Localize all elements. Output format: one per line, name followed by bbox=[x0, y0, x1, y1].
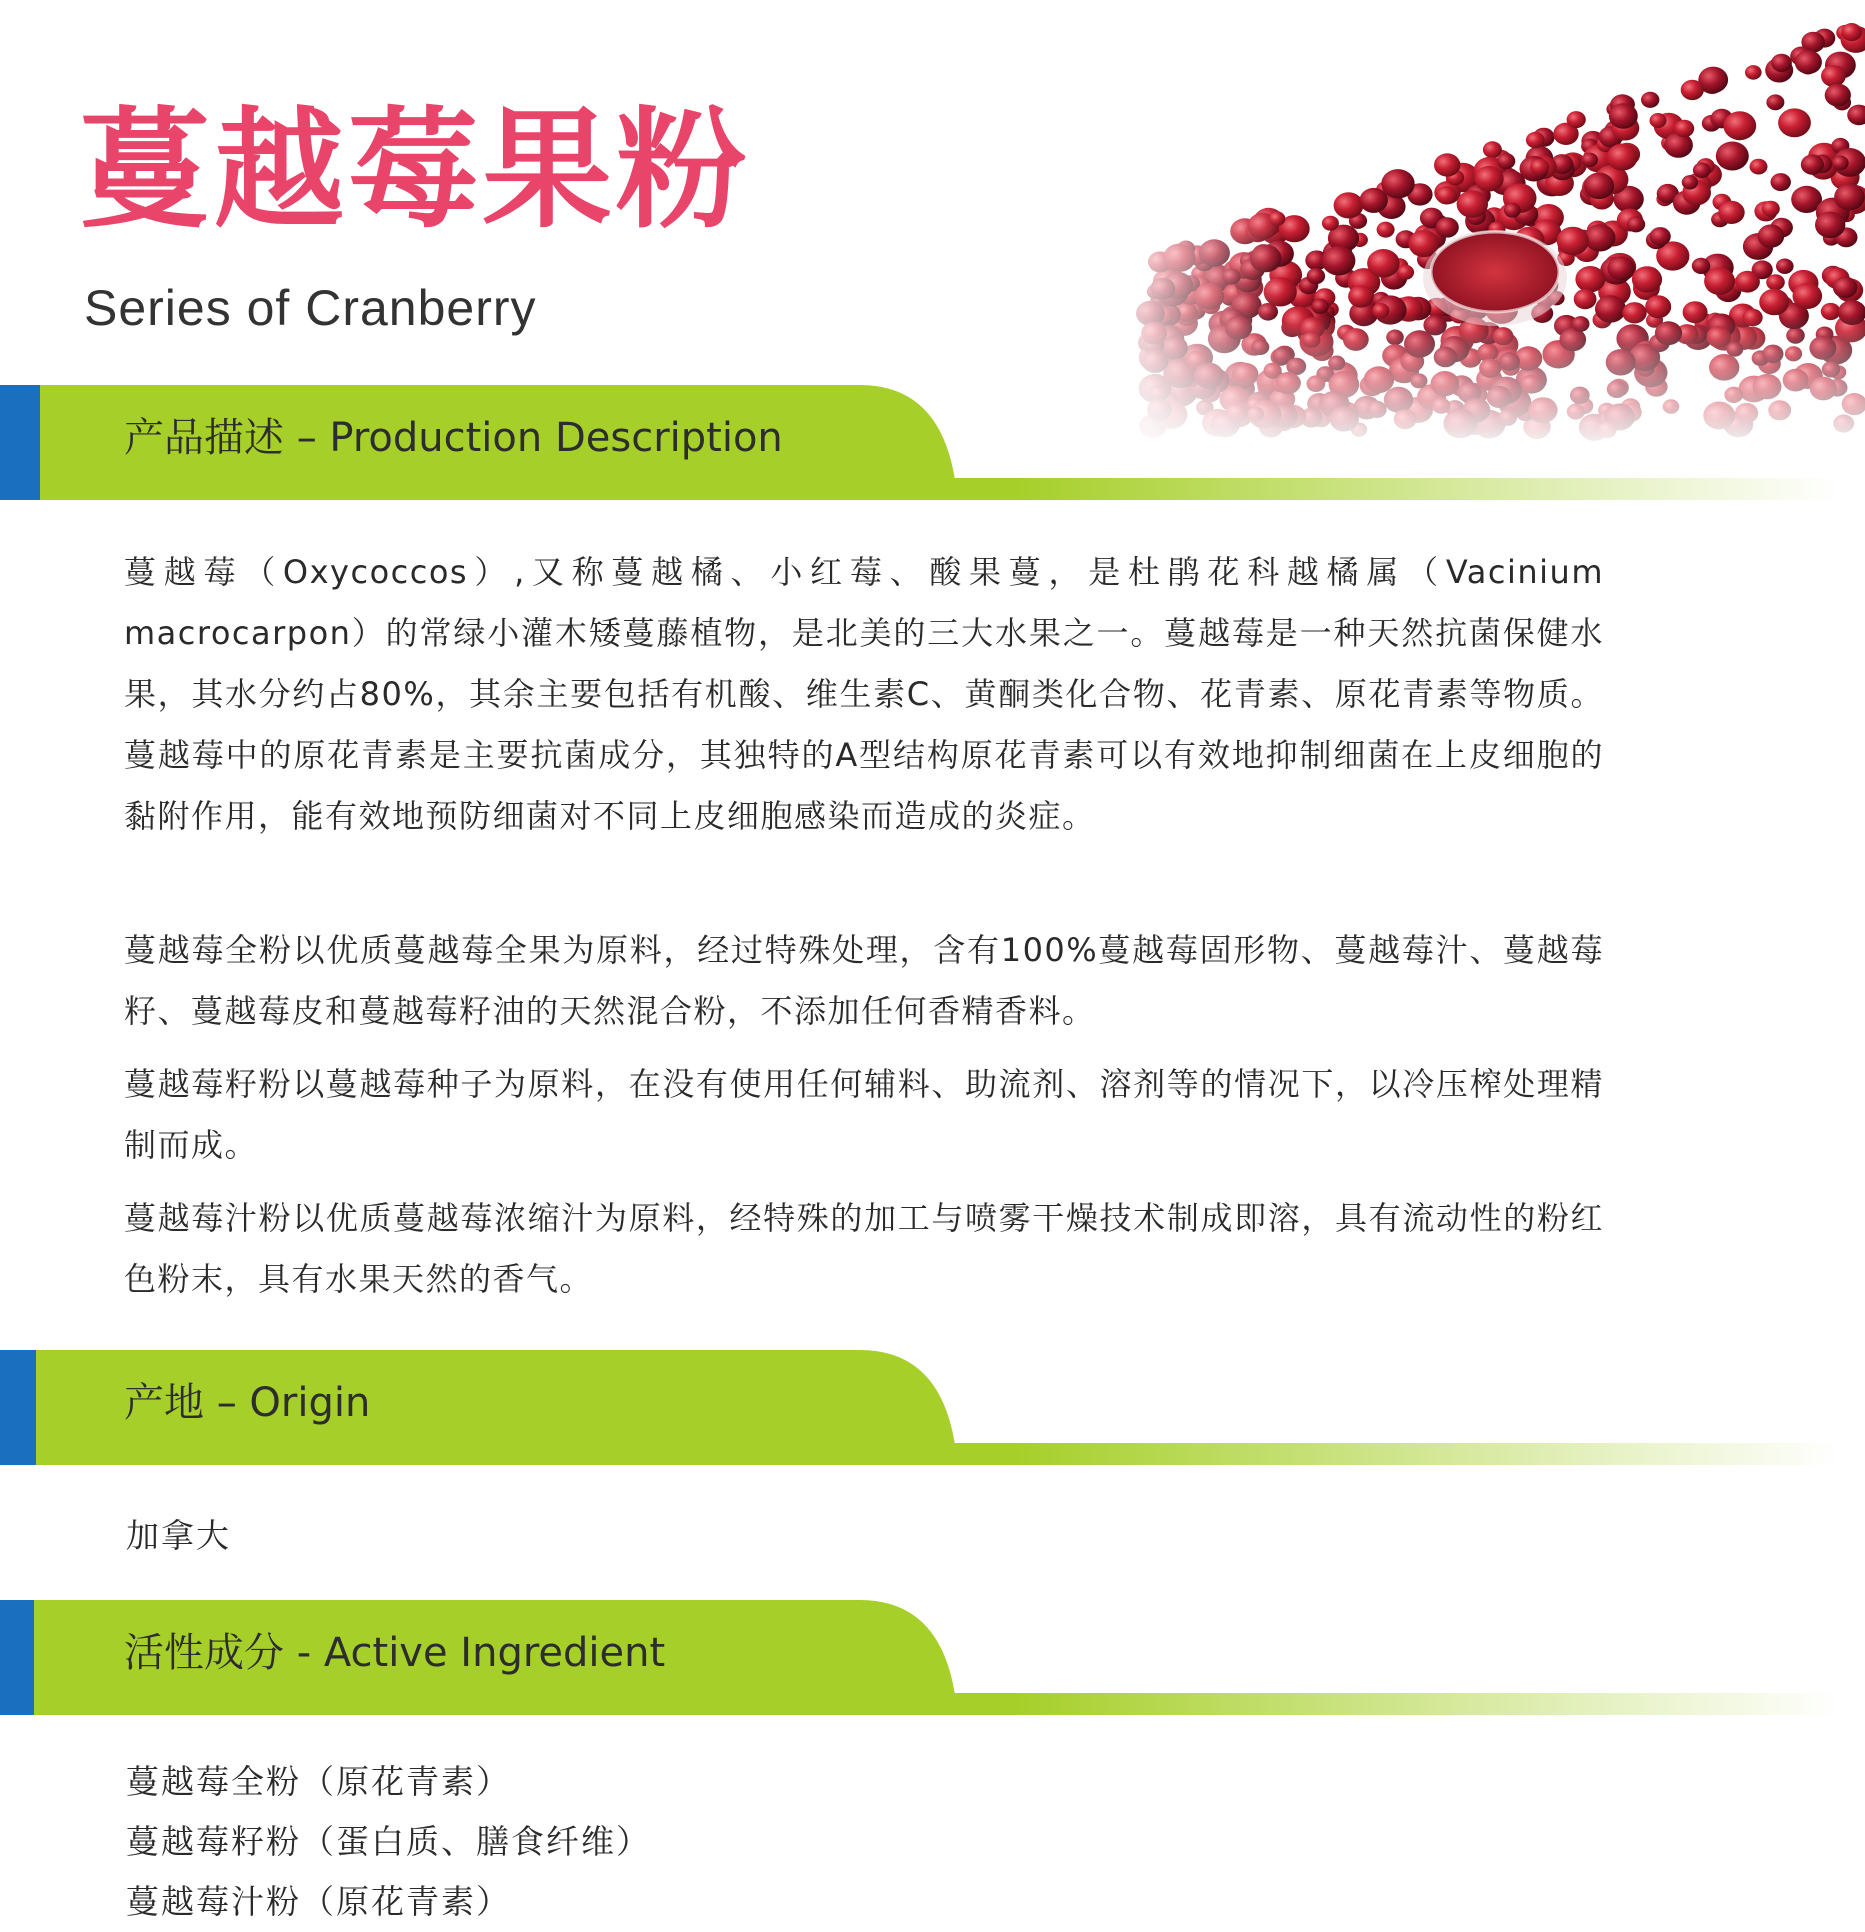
page-subtitle: Series of Cranberry bbox=[84, 278, 537, 338]
description-paragraph-4: 蔓越莓汁粉以优质蔓越莓浓缩汁为原料，经特殊的加工与喷雾干燥技术制成即溶，具有流动性的粉红色粉末，具有水果天然的香气。 bbox=[124, 1188, 1604, 1310]
ingredient-item: 蔓越莓籽粉（蛋白质、膳食纤维） bbox=[126, 1812, 651, 1872]
section-header-origin bbox=[0, 1350, 1865, 1470]
section-header-description bbox=[0, 385, 1865, 505]
description-paragraph-3: 蔓越莓籽粉以蔓越莓种子为原料，在没有使用任何辅料、助流剂、溶剂等的情况下，以冷压榨处理精制而成。 bbox=[124, 1054, 1604, 1176]
ingredient-item: 蔓越莓汁粉（原花青素） bbox=[126, 1872, 511, 1932]
section-title-description: 产品描述 – Production Description bbox=[124, 411, 783, 465]
page-title: 蔓越莓果粉 bbox=[80, 95, 750, 245]
description-paragraph-1: 蔓越莓（Oxycoccos）,又称蔓越橘、小红莓、酸果蔓，是杜鹃花科越橘属（Vacinium macrocarpon）的常绿小灌木矮蔓藤植物，是北美的三大水果之一。蔓越莓是一种天然抗菌保健水果，其水分约占80%，其余主要包括有机酸、维生素C、黄酮类化合物、花青素、原花青素等物质。蔓越莓中的原花青素是主要抗菌成分，其独特的A型结构原花青素可以有效地抑制细菌在上皮细胞的黏附作用，能有效地预防细菌对不同上皮细胞感染而造成的炎症。 bbox=[124, 542, 1604, 847]
section-header-active-ingredient bbox=[0, 1600, 1865, 1720]
origin-value: 加拿大 bbox=[126, 1506, 231, 1566]
description-paragraph-2: 蔓越莓全粉以优质蔓越莓全果为原料，经过特殊处理，含有100%蔓越莓固形物、蔓越莓汁、蔓越莓籽、蔓越莓皮和蔓越莓籽油的天然混合粉，不添加任何香精香料。 bbox=[124, 920, 1604, 1042]
section-title-origin: 产地 – Origin bbox=[124, 1376, 370, 1430]
section-title-active-ingredient: 活性成分 - Active Ingredient bbox=[124, 1626, 665, 1680]
cranberries-with-bowl-image bbox=[1090, 0, 1865, 450]
ingredient-item: 蔓越莓全粉（原花青素） bbox=[126, 1752, 511, 1812]
